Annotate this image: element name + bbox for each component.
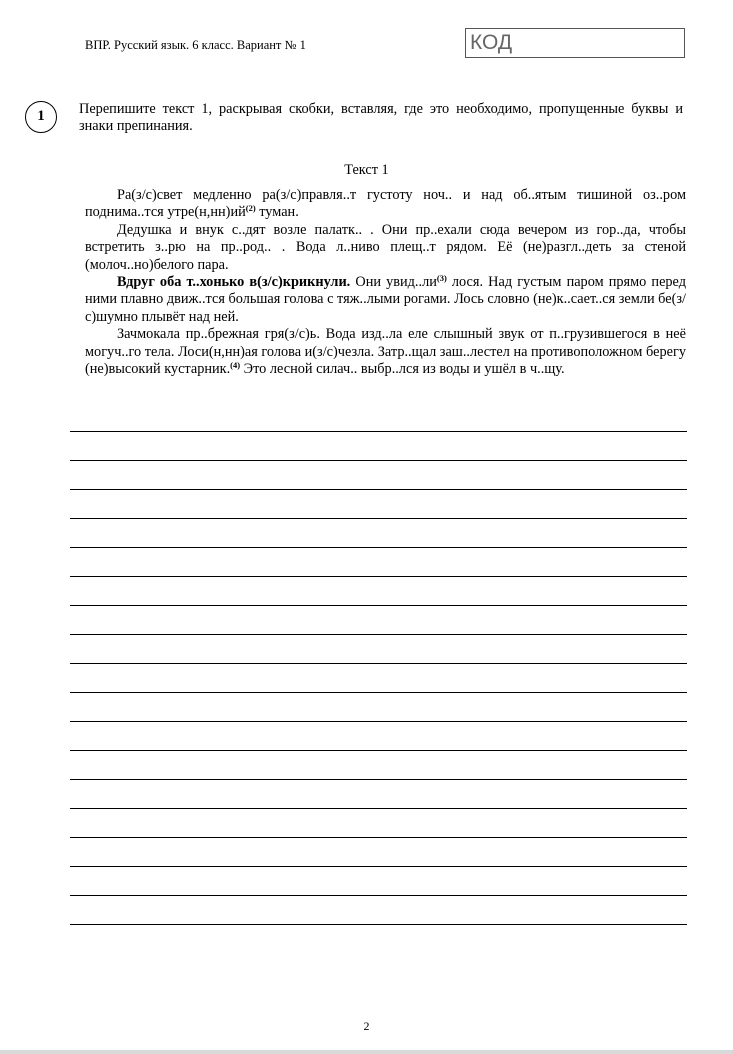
answer-line[interactable] xyxy=(70,431,687,432)
answer-line[interactable] xyxy=(70,489,687,490)
answer-line[interactable] xyxy=(70,663,687,664)
paragraph-3-text: Они увид..ли xyxy=(350,274,437,291)
answer-line[interactable] xyxy=(70,692,687,693)
paragraph-3-bold-sentence: Вдруг оба т..хонько в(з/с)крикнули. xyxy=(117,274,351,291)
answer-line[interactable] xyxy=(70,460,687,461)
answer-line[interactable] xyxy=(70,895,687,896)
paragraph-4-text: Зачмокала пр..брежная гря(з/с)ь. Вода изд..ла еле слышный звук от п..грузившегося в неё могуч..го тела. Лоси(н,нн)ая голова и(з/с)чезла. Затр..щал заш..лестел на противоположном берегу (не)высокий кустарник. xyxy=(85,326,686,378)
answer-line[interactable] xyxy=(70,721,687,722)
header-title: ВПР. Русский язык. 6 класс. Вариант № 1 xyxy=(85,38,306,52)
footnote-marker-3: (3) xyxy=(436,273,447,284)
answer-line[interactable] xyxy=(70,576,687,577)
answer-line[interactable] xyxy=(70,779,687,780)
text-title: Текст 1 xyxy=(344,162,389,178)
answer-line[interactable] xyxy=(70,837,687,838)
answer-line[interactable] xyxy=(70,866,687,867)
answer-line[interactable] xyxy=(70,808,687,809)
answer-line[interactable] xyxy=(70,547,687,548)
answer-line[interactable] xyxy=(70,518,687,519)
answer-line[interactable] xyxy=(70,924,687,925)
code-field[interactable]: КОД xyxy=(465,28,685,58)
footnote-marker-4: (4) xyxy=(230,360,241,371)
page-bottom-edge xyxy=(0,1050,733,1054)
task-number-badge: 1 xyxy=(25,101,57,133)
page-number: 2 xyxy=(363,1019,370,1033)
paragraph-1-text: Ра(з/с)свет медленно ра(з/с)правля..т густоту ноч.. и над об..ятым тишиной оз..ром поднима..тся утре(н,нн)ий xyxy=(85,187,686,221)
paragraph-3-text-end: лося. Над густым паром прямо перед ними плавно движ..тся большая голова с тяж..лыми рогами. Лось словно (не)к..сает..ся земли бе(з/с)шумно плывёт над ней. xyxy=(85,274,686,325)
answer-line[interactable] xyxy=(70,634,687,635)
paragraph-4-text-end: Это лесной силач.. выбр..лся из воды и ушёл в ч..щу. xyxy=(240,361,565,378)
paragraph-2-text: Дедушка и внук с..дят возле палатк.. . Они пр..ехали сюда вечером из гор..да, чтобы встретить з..рю на пр..род.. . Вода л..ниво плещ..т рядом. Её (не)разгл..деть за стеной (молоч..но)белого пара. xyxy=(85,221,686,273)
paragraph-1-text-end: туман. xyxy=(255,204,299,221)
answer-line[interactable] xyxy=(70,750,687,751)
task-instruction: Перепишите текст 1, раскрывая скобки, вставляя, где это необходимо, пропущенные буквы и знаки препинания. xyxy=(79,101,683,134)
answer-line[interactable] xyxy=(70,605,687,606)
footnote-marker-2: (2) xyxy=(245,203,256,214)
answer-lines[interactable] xyxy=(70,0,687,1054)
